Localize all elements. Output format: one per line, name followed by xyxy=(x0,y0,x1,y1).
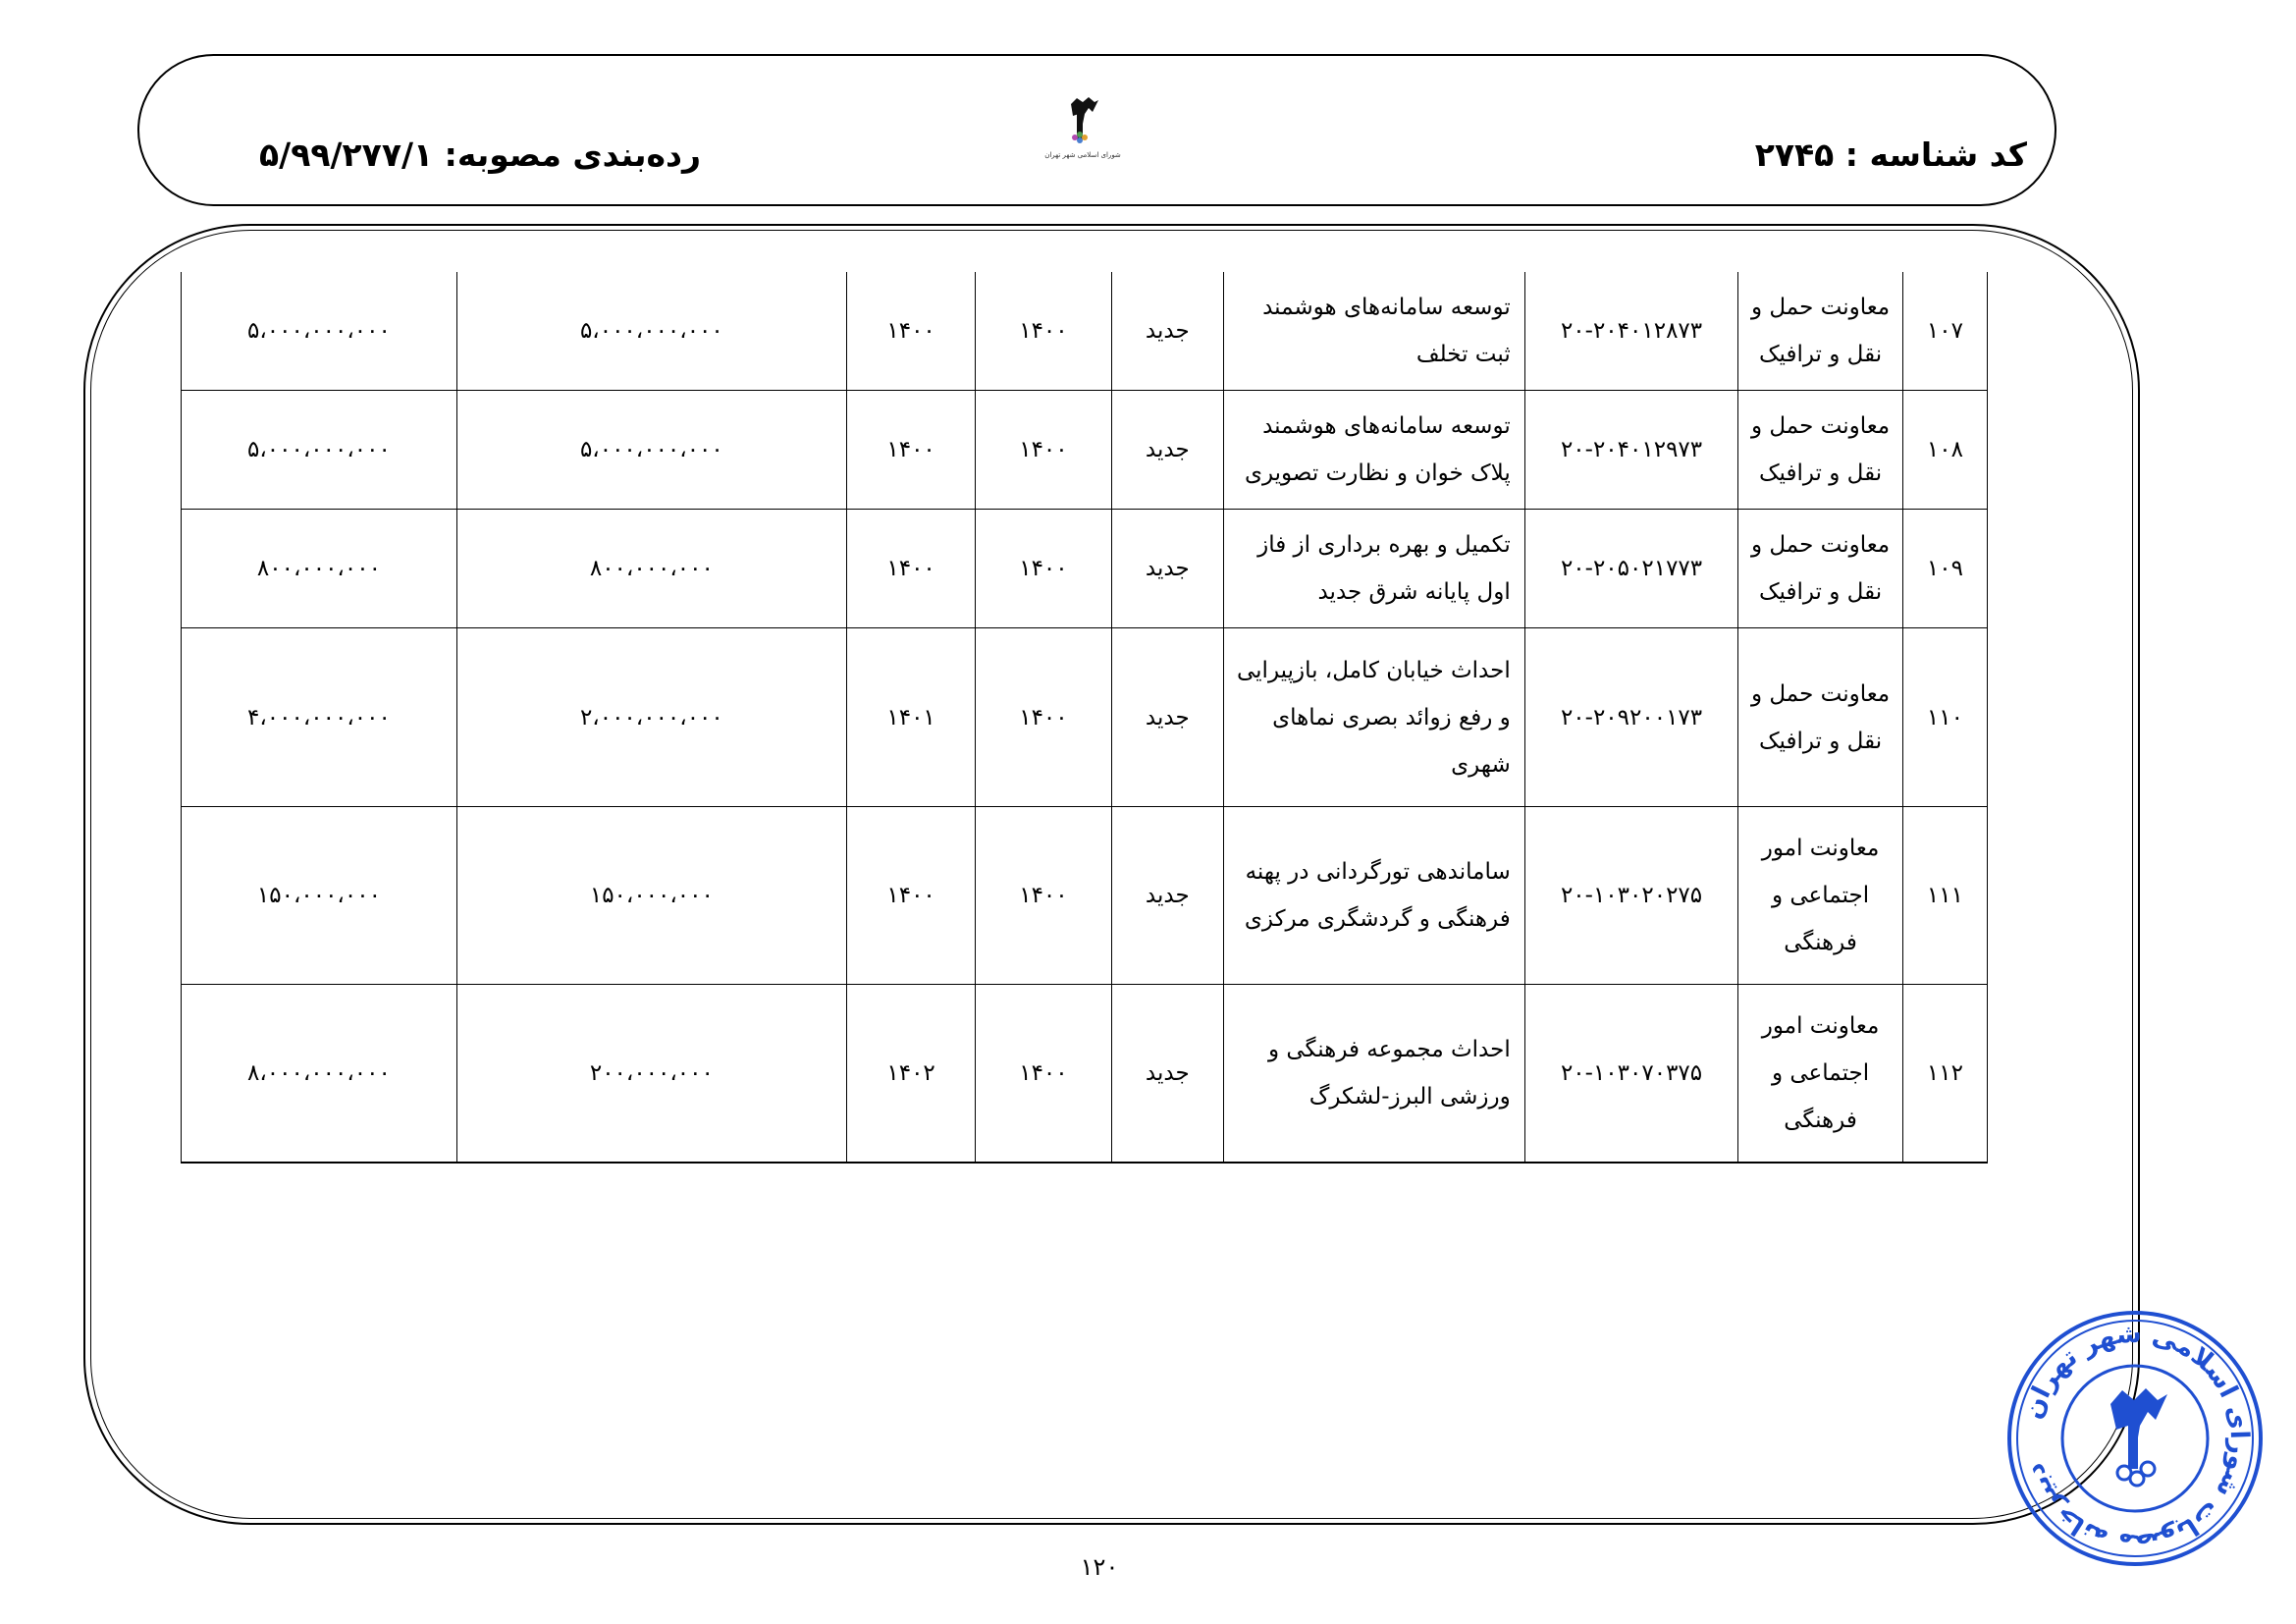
total-credit-cell: ۸۰۰،۰۰۰،۰۰۰ xyxy=(182,510,457,628)
table-row xyxy=(182,806,1988,984)
credit-1400-cell: ۲۰۰،۰۰۰،۰۰۰ xyxy=(456,984,846,1162)
start-year-cell: ۱۴۰۰ xyxy=(976,628,1111,806)
end-year-cell: ۱۴۰۰ xyxy=(846,391,975,510)
status-cell: جدید xyxy=(1111,510,1223,628)
status-cell: جدید xyxy=(1111,628,1223,806)
start-year-cell: ۱۴۰۰ xyxy=(976,510,1111,628)
credit-1400-cell: ۵،۰۰۰،۰۰۰،۰۰۰ xyxy=(456,391,846,510)
project-title-cell: تکمیل و بهره برداری از فاز اول پایانه شرق جدید xyxy=(1223,510,1524,628)
credit-1400-cell: ۲،۰۰۰،۰۰۰،۰۰۰ xyxy=(456,628,846,806)
total-credit-cell: ۵،۰۰۰،۰۰۰،۰۰۰ xyxy=(182,272,457,391)
project-code-cell: ۲۰-۱۰۳۰۷۰۳۷۵ xyxy=(1524,984,1738,1162)
row-number-cell: ۱۱۲ xyxy=(1902,984,1987,1162)
council-seal-stamp xyxy=(2002,1306,2268,1571)
projects-table xyxy=(181,272,1988,1164)
department-cell: معاونت امور اجتماعی و فرهنگی xyxy=(1738,806,1902,984)
document-id-code: کد شناسه : ۲۷۴۵ xyxy=(1754,135,2027,174)
status-cell: جدید xyxy=(1111,984,1223,1162)
table-row xyxy=(182,984,1988,1162)
project-code-cell: ۲۰-۲۰۴۰۱۲۹۷۳ xyxy=(1524,391,1738,510)
project-title-cell: احداث خیابان کامل، بازپیرایی و رفع زوائد بصری نماهای شهری xyxy=(1223,628,1524,806)
credit-1400-cell: ۸۰۰،۰۰۰،۰۰۰ xyxy=(456,510,846,628)
row-number-cell: ۱۰۸ xyxy=(1902,391,1987,510)
row-number-cell: ۱۱۰ xyxy=(1902,628,1987,806)
resolution-classification: رده‌بندی مصوبه: ۵/۹۹/۲۷۷/۱ xyxy=(259,135,701,174)
department-cell: معاونت حمل و نقل و ترافیک xyxy=(1738,272,1902,391)
total-credit-cell: ۵،۰۰۰،۰۰۰،۰۰۰ xyxy=(182,391,457,510)
project-title-cell: توسعه سامانه‌های هوشمند ثبت تخلف xyxy=(1223,272,1524,391)
end-year-cell: ۱۴۰۱ xyxy=(846,628,975,806)
status-cell: جدید xyxy=(1111,272,1223,391)
status-cell: جدید xyxy=(1111,391,1223,510)
project-code-cell: ۲۰-۱۰۳۰۲۰۲۷۵ xyxy=(1524,806,1738,984)
start-year-cell: ۱۴۰۰ xyxy=(976,272,1111,391)
table-row xyxy=(182,272,1988,391)
status-cell: جدید xyxy=(1111,806,1223,984)
project-title-cell: احداث مجموعه فرهنگی و ورزشی البرز-لشکرگ xyxy=(1223,984,1524,1162)
end-year-cell: ۱۴۰۰ xyxy=(846,806,975,984)
start-year-cell: ۱۴۰۰ xyxy=(976,806,1111,984)
table-row xyxy=(182,628,1988,806)
department-cell: معاونت حمل و نقل و ترافیک xyxy=(1738,628,1902,806)
project-title-cell: ساماندهی تورگردانی در پهنه فرهنگی و گردشگری مرکزی xyxy=(1223,806,1524,984)
row-number-cell: ۱۰۷ xyxy=(1902,272,1987,391)
project-code-cell: ۲۰-۲۰۵۰۲۱۷۷۳ xyxy=(1524,510,1738,628)
end-year-cell: ۱۴۰۰ xyxy=(846,272,975,391)
end-year-cell: ۱۴۰۲ xyxy=(846,984,975,1162)
table-row xyxy=(182,510,1988,628)
end-year-cell: ۱۴۰۰ xyxy=(846,510,975,628)
council-logo xyxy=(1034,94,1132,163)
svg-text:دبیرخانه مصوبات شورای اسلامی ش: دبیرخانه مصوبات شورای اسلامی شهر تهران xyxy=(2018,1319,2255,1558)
row-number-cell: ۱۰۹ xyxy=(1902,510,1987,628)
svg-text:شورای اسلامی شهر تهران: شورای اسلامی شهر تهران xyxy=(1044,151,1121,159)
start-year-cell: ۱۴۰۰ xyxy=(976,984,1111,1162)
department-cell: معاونت حمل و نقل و ترافیک xyxy=(1738,510,1902,628)
row-number-cell: ۱۱۱ xyxy=(1902,806,1987,984)
department-cell: معاونت امور اجتماعی و فرهنگی xyxy=(1738,984,1902,1162)
project-code-cell: ۲۰-۲۰۹۲۰۰۱۷۳ xyxy=(1524,628,1738,806)
total-credit-cell: ۴،۰۰۰،۰۰۰،۰۰۰ xyxy=(182,628,457,806)
total-credit-cell: ۸،۰۰۰،۰۰۰،۰۰۰ xyxy=(182,984,457,1162)
credit-1400-cell: ۱۵۰،۰۰۰،۰۰۰ xyxy=(456,806,846,984)
credit-1400-cell: ۵،۰۰۰،۰۰۰،۰۰۰ xyxy=(456,272,846,391)
table-row xyxy=(182,391,1988,510)
page-number: ۱۲۰ xyxy=(1080,1553,1119,1581)
project-title-cell: توسعه سامانه‌های هوشمند پلاک خوان و نظارت تصویری xyxy=(1223,391,1524,510)
department-cell: معاونت حمل و نقل و ترافیک xyxy=(1738,391,1902,510)
start-year-cell: ۱۴۰۰ xyxy=(976,391,1111,510)
projects-table-grid xyxy=(181,272,1988,1162)
project-code-cell: ۲۰-۲۰۴۰۱۲۸۷۳ xyxy=(1524,272,1738,391)
total-credit-cell: ۱۵۰،۰۰۰،۰۰۰ xyxy=(182,806,457,984)
